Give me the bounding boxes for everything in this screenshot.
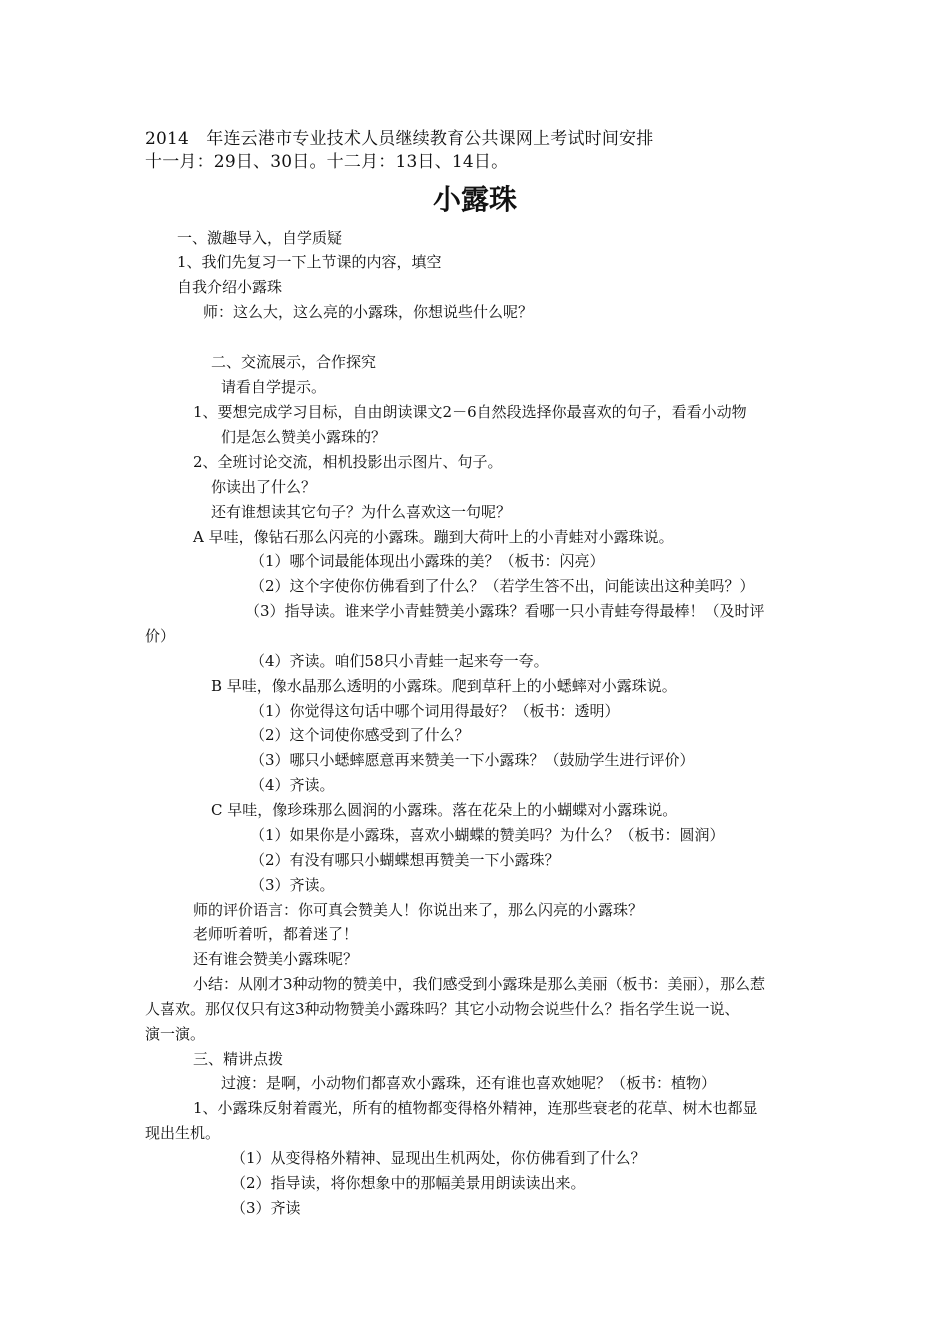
document-title: 小露珠 [432, 183, 517, 216]
paragraph: 过渡：是啊，小动物们都喜欢小露珠，还有谁也喜欢她呢？（板书：植物） [221, 1074, 717, 1092]
summary-paragraph: 小结：从刚才3种动物的赞美中，我们感受到小露珠是那么美丽（板书：美丽），那么惹 [193, 975, 766, 993]
exam-schedule-heading: 2014 年连云港市专业技术人员继续教育公共课网上考试时间安排 [145, 129, 654, 149]
list-item: （2）这个字使你仿佛看到了什么？（若学生答不出，问能读出这种美吗？） [250, 577, 755, 595]
sentence-c: C 早哇，像珍珠那么圆润的小露珠。落在花朵上的小蝴蝶对小露珠说。 [211, 801, 678, 819]
list-item: （1）如果你是小露珠，喜欢小蝴蝶的赞美吗？为什么？（板书：圆润） [250, 826, 725, 844]
list-item: （1）你觉得这句话中哪个词用得最好？（板书：透明） [250, 702, 620, 720]
list-item: （4）齐读。 [250, 776, 335, 794]
sentence-b: B 早哇，像水晶那么透明的小露珠。爬到草秆上的小蟋蟀对小露珠说。 [211, 677, 677, 695]
exam-schedule-dates: 十一月：29日、30日。十二月：13日、14日。 [145, 152, 509, 172]
list-item: （3）齐读 [231, 1199, 301, 1217]
section-3-heading: 三、精讲点拨 [193, 1050, 284, 1068]
paragraph: 师的评价语言：你可真会赞美人！你说出来了，那么闪亮的小露珠？ [193, 901, 644, 919]
paragraph: 自我介绍小露珠 [177, 278, 283, 296]
list-item: （3）指导读。谁来学小青蛙赞美小露珠？看哪一只小青蛙夸得最棒！（及时评 [245, 602, 765, 620]
list-item: （2）这个词使你感受到了什么？ [250, 726, 470, 744]
list-item: （3）哪只小蟋蟀愿意再来赞美一下小露珠？（鼓励学生进行评价） [250, 751, 695, 769]
list-item: （2）指导读，将你想象中的那幅美景用朗读读出来。 [231, 1174, 586, 1192]
section-1-heading: 一、激趣导入，自学质疑 [177, 229, 343, 247]
paragraph: 还有谁想读其它句子？为什么喜欢这一句呢？ [211, 503, 512, 521]
paragraph: 请看自学提示。 [221, 378, 327, 396]
list-item: （1）哪个词最能体现出小露珠的美？（板书：闪亮） [250, 552, 605, 570]
section-2-heading: 二、交流展示，合作探究 [211, 353, 377, 371]
paragraph: 现出生机。 [145, 1124, 221, 1142]
sentence-a: A 早哇，像钻石那么闪亮的小露珠。蹦到大荷叶上的小青蛙对小露珠说。 [193, 528, 674, 546]
list-item: （3）齐读。 [250, 876, 335, 894]
paragraph: 1、要想完成学习目标，自由朗读课文2－6自然段选择你最喜欢的句子，看看小动物 [193, 403, 747, 421]
list-item-continuation: 价） [145, 627, 176, 645]
paragraph: 1、小露珠反射着霞光，所有的植物都变得格外精神，连那些衰老的花草、树木也都显 [193, 1099, 758, 1117]
list-item: （1）从变得格外精神、显现出生机两处，你仿佛看到了什么？ [231, 1149, 646, 1167]
paragraph: 老师听着听，都着迷了！ [193, 925, 359, 943]
list-item: （4）齐读。咱们58只小青蛙一起来夸一夸。 [250, 652, 549, 670]
paragraph: 还有谁会赞美小露珠呢？ [193, 950, 359, 968]
paragraph: 师：这么大，这么亮的小露珠，你想说些什么呢？ [203, 303, 534, 321]
list-item: （2）有没有哪只小蝴蝶想再赞美一下小露珠？ [250, 851, 560, 869]
paragraph: 2、全班讨论交流，相机投影出示图片、句子。 [193, 453, 503, 471]
paragraph: 1、我们先复习一下上节课的内容，填空 [177, 253, 442, 271]
paragraph: 们是怎么赞美小露珠的？ [221, 428, 387, 446]
summary-paragraph: 人喜欢。那仅仅只有这3种动物赞美小露珠吗？其它小动物会说些什么？指名学生说一说、 [145, 1000, 740, 1018]
summary-paragraph: 演一演。 [145, 1025, 206, 1043]
paragraph: 你读出了什么？ [211, 478, 317, 496]
